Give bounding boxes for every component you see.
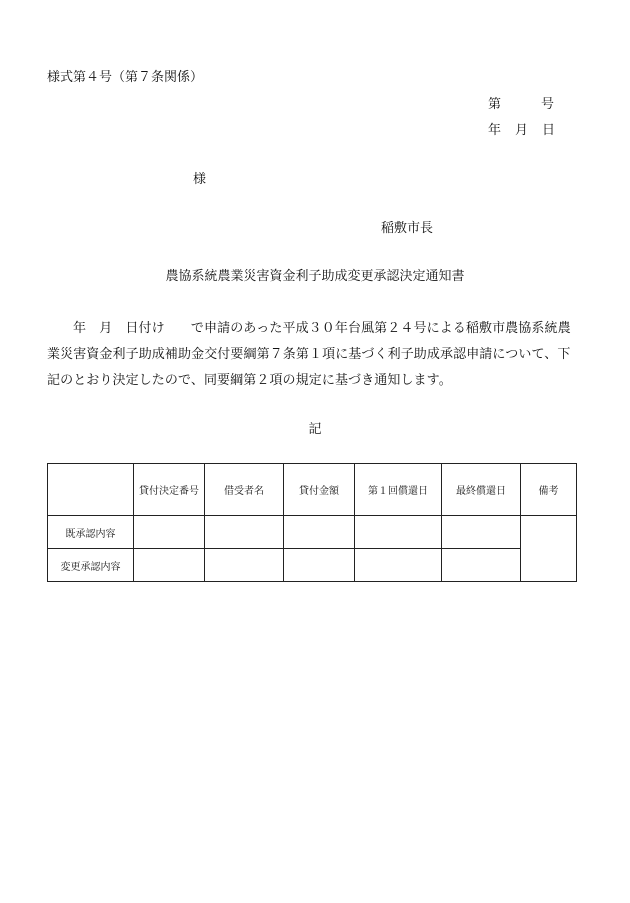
table-cell bbox=[355, 549, 442, 582]
table-cell bbox=[284, 516, 355, 549]
body-text: 年 月 日付け で申請のあった平成３０年台風第２４号による稲敷市農協系統農業災害資金利子助成補助金交付要綱第７条第１項に基づく利子助成承認申請について、下記のとおり決定したので、同要綱第２項の規定に基づき通知します。 bbox=[47, 321, 571, 388]
table-cell bbox=[134, 516, 205, 549]
table-header-cell: 貸付金額 bbox=[284, 464, 355, 516]
table-header-cell: 借受者名 bbox=[205, 464, 284, 516]
table-cell bbox=[442, 549, 521, 582]
table-header-cell: 第１回償還日 bbox=[355, 464, 442, 516]
table-cell bbox=[205, 516, 284, 549]
table-cell bbox=[442, 516, 521, 549]
addressee: 様 bbox=[193, 172, 207, 187]
ki-heading: 記 bbox=[308, 422, 322, 437]
document-title: 農協系統農業災害資金利子助成変更承認決定通知書 bbox=[165, 269, 465, 284]
form-label: 様式第４号（第７条関係） bbox=[47, 70, 204, 85]
table-header-cell: 貸付決定番号 bbox=[134, 464, 205, 516]
date-day: 日 bbox=[542, 123, 556, 138]
table-cell bbox=[205, 549, 284, 582]
number-prefix: 第 bbox=[488, 97, 502, 112]
issuer-name: 稲敷市長 bbox=[381, 221, 434, 236]
table-cell bbox=[355, 516, 442, 549]
row-label: 変更承認内容 bbox=[48, 549, 134, 582]
table-header-row bbox=[48, 464, 577, 516]
remarks-cell bbox=[521, 516, 577, 582]
number-suffix: 号 bbox=[541, 97, 555, 112]
table-row bbox=[48, 516, 577, 549]
date-year: 年 bbox=[488, 123, 502, 138]
row-label: 既承認内容 bbox=[48, 516, 134, 549]
document-number bbox=[488, 93, 554, 112]
loan-table bbox=[47, 463, 577, 582]
table-cell bbox=[284, 549, 355, 582]
table-row bbox=[48, 549, 577, 582]
document-date bbox=[488, 119, 555, 138]
table-header-cell bbox=[48, 464, 134, 516]
table-header-cell: 最終償還日 bbox=[442, 464, 521, 516]
date-month: 月 bbox=[515, 123, 529, 138]
table-header-cell: 備考 bbox=[521, 464, 577, 516]
table-cell bbox=[134, 549, 205, 582]
